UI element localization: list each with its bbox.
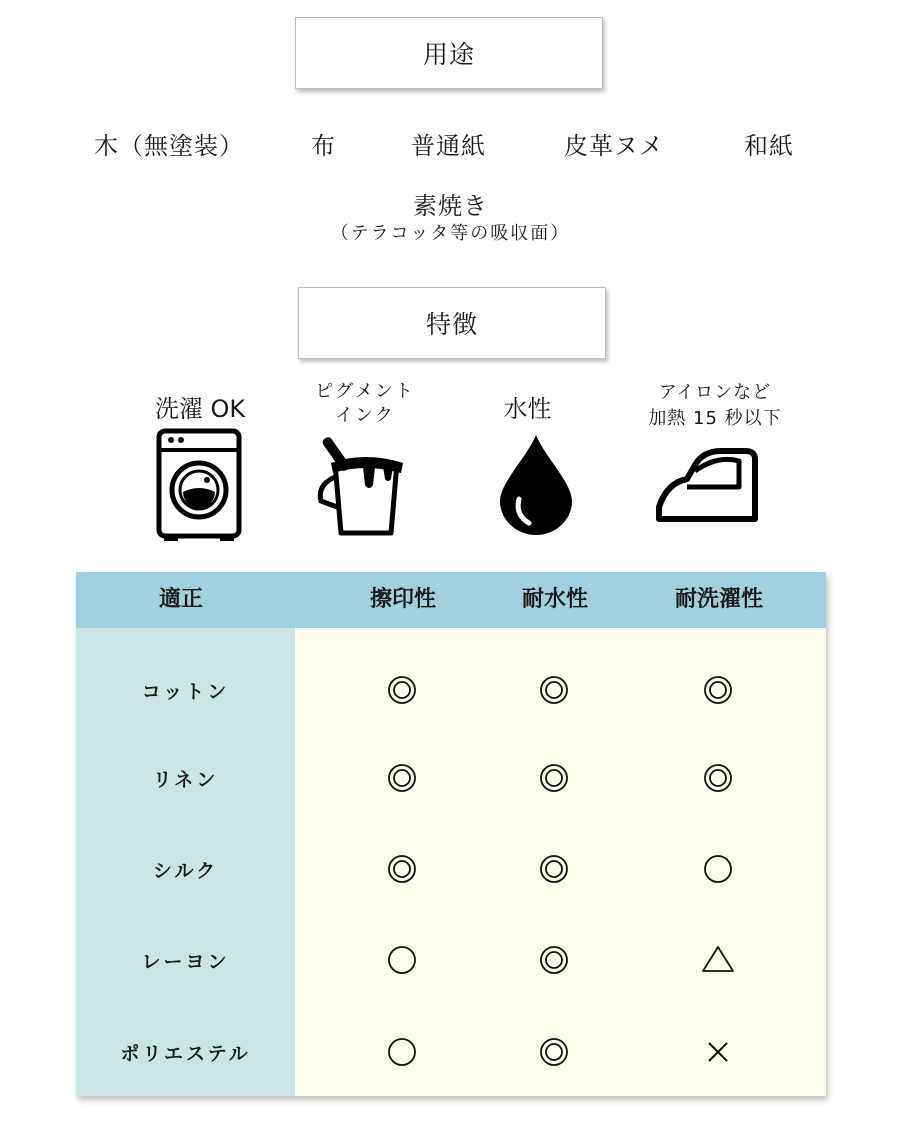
row-label-4: ポリエステル bbox=[120, 1043, 251, 1065]
row-label-0: コットン bbox=[141, 681, 230, 703]
double-circle-icon bbox=[698, 758, 738, 798]
double-circle-icon bbox=[534, 670, 574, 710]
usage-item-washi: 和紙 bbox=[744, 132, 794, 160]
usage-heading: 用途 bbox=[422, 40, 475, 69]
suitability-table bbox=[76, 572, 826, 1096]
features-heading-box bbox=[298, 287, 606, 359]
double-circle-icon bbox=[698, 670, 738, 710]
feature-label-pigment: ピグメント インク bbox=[315, 381, 415, 426]
double-circle-icon bbox=[534, 758, 574, 798]
iron-icon bbox=[655, 447, 763, 525]
header-water-resistance: 耐水性 bbox=[521, 587, 588, 612]
circle-icon bbox=[382, 940, 422, 980]
row-label-2: シルク bbox=[152, 860, 219, 882]
row-label-3: レーヨン bbox=[141, 951, 230, 973]
usage-item-leather: 皮革ヌメ bbox=[564, 132, 664, 160]
paint-bucket-icon bbox=[313, 433, 411, 539]
circle-icon bbox=[698, 849, 738, 889]
circle-icon bbox=[382, 1032, 422, 1072]
features-heading: 特徴 bbox=[425, 310, 478, 339]
header-stamping: 擦印性 bbox=[369, 587, 436, 612]
header-wash-resistance: 耐洗濯性 bbox=[674, 587, 763, 612]
cross-icon bbox=[698, 1032, 738, 1072]
usage-note: （テラコッタ等の吸収面） bbox=[330, 223, 571, 244]
double-circle-icon bbox=[534, 940, 574, 980]
header-suitability: 適正 bbox=[158, 587, 203, 612]
usage-item-plain-paper: 普通紙 bbox=[411, 132, 486, 160]
double-circle-icon bbox=[382, 670, 422, 710]
feature-label-washable: 洗濯 OK bbox=[154, 395, 246, 423]
washing-machine-icon bbox=[156, 428, 242, 542]
usage-item-wood: 木（無塗装） bbox=[94, 132, 244, 160]
usage-heading-box bbox=[295, 17, 603, 89]
water-drop-icon bbox=[497, 433, 575, 535]
double-circle-icon bbox=[382, 849, 422, 889]
double-circle-icon bbox=[534, 1032, 574, 1072]
usage-item-unglazed: 素焼き bbox=[413, 192, 488, 220]
usage-item-cloth: 布 bbox=[311, 132, 336, 160]
triangle-icon bbox=[698, 940, 738, 980]
table-header bbox=[76, 572, 826, 628]
double-circle-icon bbox=[534, 849, 574, 889]
double-circle-icon bbox=[382, 758, 422, 798]
feature-label-heat: アイロンなど 加熱 15 秒以下 bbox=[648, 382, 782, 429]
feature-label-water-based: 水性 bbox=[503, 395, 552, 423]
row-label-1: リネン bbox=[152, 769, 219, 791]
